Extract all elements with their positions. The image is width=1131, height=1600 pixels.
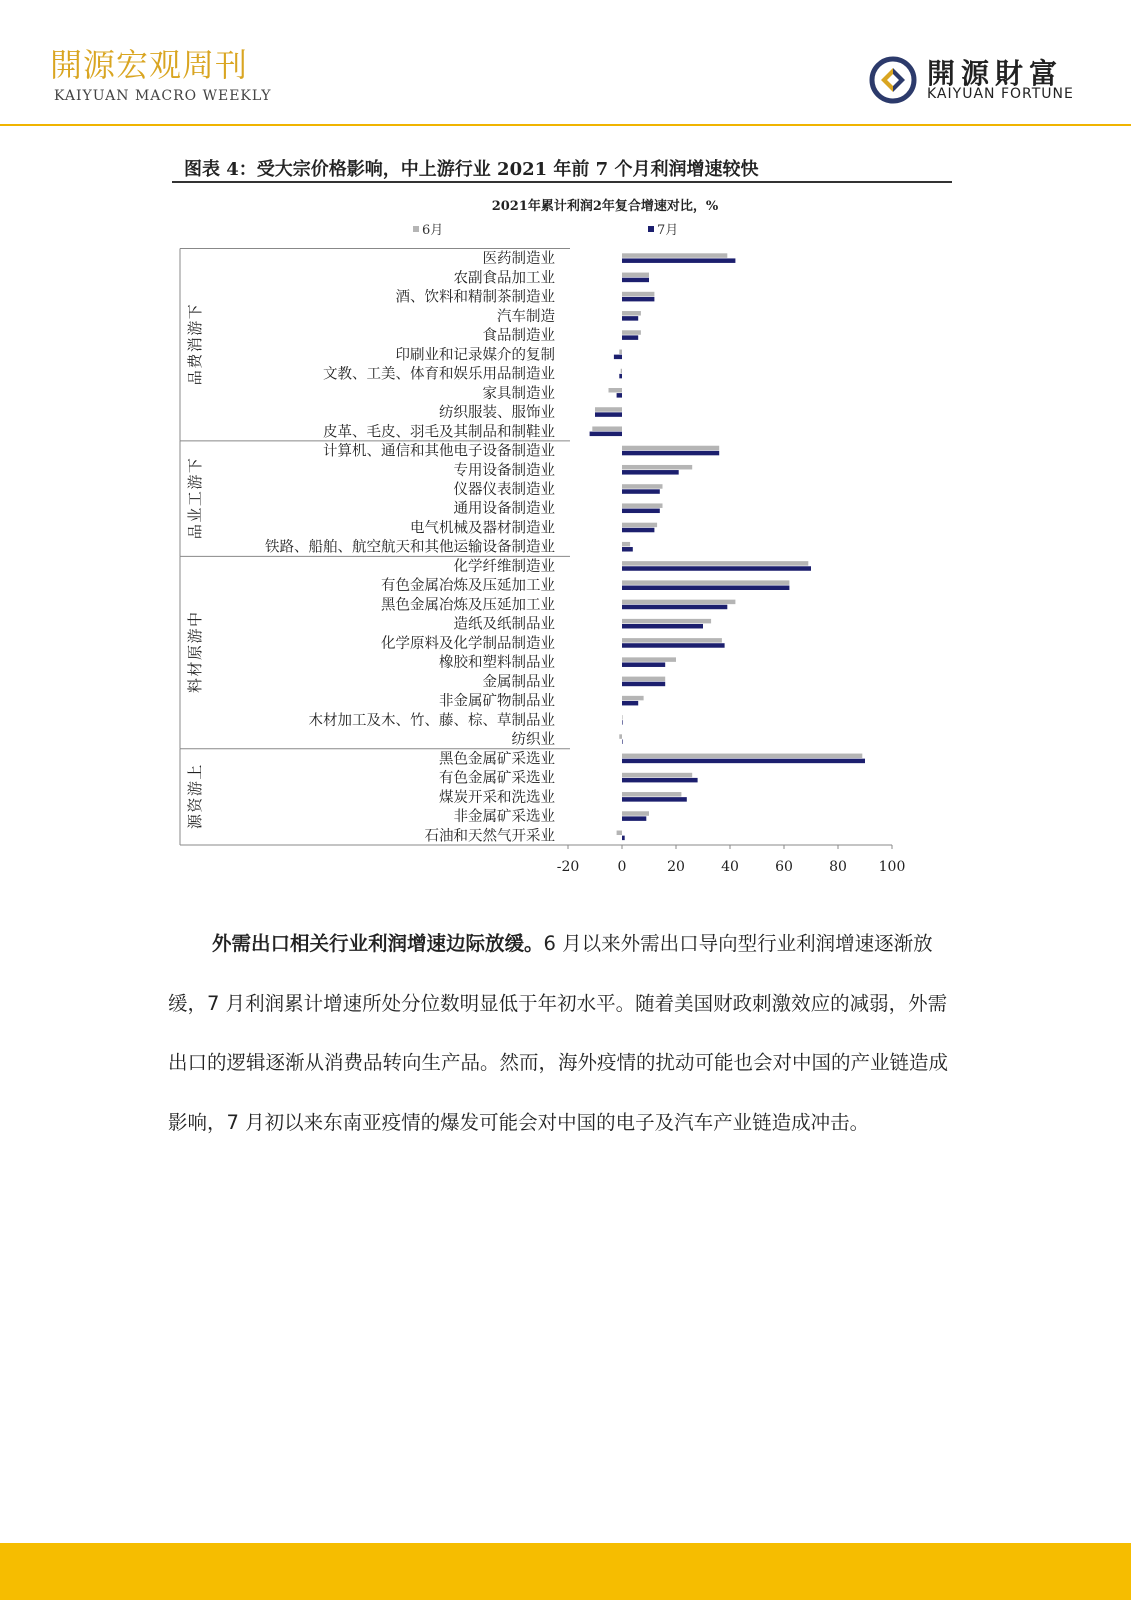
- bar-june: [622, 811, 649, 816]
- bar-july: [614, 355, 622, 360]
- bar-june: [622, 696, 644, 701]
- kaiyuan-logo: [867, 52, 1077, 110]
- bar-june: [619, 350, 622, 355]
- bar-july: [622, 528, 654, 533]
- bar-june: [622, 542, 630, 547]
- bar-july: [622, 605, 727, 610]
- brand-subtitle: KAIYUAN MACRO WEEKLY: [54, 88, 272, 104]
- bar-june: [622, 253, 727, 258]
- legend-swatch-0: [413, 226, 419, 232]
- group-label-char: 游: [186, 320, 204, 336]
- category-label: 有色金属冶炼及压延加工业: [381, 578, 555, 595]
- footer-bar: [0, 1543, 1131, 1600]
- group-label-char: 游: [186, 781, 204, 797]
- bar-june: [622, 638, 722, 643]
- figure-caption: 图表 4：受大宗价格影响，中上游行业 2021 年前 7 个月利润增速较快: [184, 159, 759, 180]
- bar-june: [621, 369, 622, 374]
- bar-june: [619, 734, 622, 739]
- bar-june: [622, 503, 663, 508]
- group-label-char: 材: [186, 661, 204, 677]
- group-label-char: 游: [186, 474, 204, 490]
- bar-july: [622, 489, 660, 494]
- group-label-char: 料: [186, 678, 204, 694]
- bar-july: [622, 701, 638, 706]
- bar-june: [622, 465, 692, 470]
- category-label: 通用设备制造业: [453, 501, 555, 518]
- bar-june: [622, 754, 862, 759]
- category-label: 石油和天然气开采业: [424, 828, 555, 845]
- bar-june: [617, 831, 622, 836]
- category-label: 印刷业和记录媒介的复制: [395, 347, 555, 364]
- category-label: 化学原料及化学制品制造业: [381, 635, 555, 652]
- category-label: 铁路、船舶、航空航天和其他运输设备制造业: [265, 539, 555, 556]
- category-label: 非金属矿物制品业: [439, 693, 555, 710]
- bar-june: [622, 484, 663, 489]
- x-tick-label: 20: [667, 858, 685, 875]
- bar-july: [622, 335, 638, 340]
- category-label: 有色金属矿采选业: [439, 770, 555, 787]
- bar-july: [622, 316, 638, 321]
- bar-july: [622, 470, 679, 475]
- body-paragraph: [168, 914, 958, 1152]
- bar-july: [622, 759, 865, 764]
- category-label: 金属制品业: [482, 674, 555, 691]
- category-label: 文教、工美、体育和娱乐用品制造业: [323, 366, 555, 383]
- bar-june: [622, 446, 719, 451]
- x-tick-label: 100: [878, 858, 906, 875]
- category-label: 木材加工及木、竹、藤、棕、草制品业: [308, 712, 555, 729]
- bar-june: [609, 388, 623, 393]
- bar-july: [622, 836, 625, 841]
- logo-text-cn: 開源財富: [927, 57, 1064, 90]
- x-tick-label: 60: [775, 858, 793, 875]
- chart-layer: [180, 198, 905, 875]
- group-label-char: 工: [186, 491, 204, 507]
- category-label: 化学纤维制造业: [453, 558, 555, 575]
- bar-july: [622, 297, 654, 302]
- x-tick-label: 80: [829, 858, 847, 875]
- bar-july: [622, 739, 623, 744]
- bar-july: [617, 393, 622, 398]
- category-label: 橡胶和塑料制品业: [439, 655, 555, 672]
- bar-june: [622, 273, 649, 278]
- category-label: 农副食品加工业: [453, 270, 555, 287]
- bar-july: [622, 258, 735, 263]
- category-label: 黑色金属矿采选业: [439, 751, 555, 768]
- bar-july: [622, 624, 703, 629]
- category-label: 纺织业: [511, 732, 555, 749]
- bar-june: [622, 773, 692, 778]
- bar-july: [590, 432, 622, 437]
- x-tick-label: 0: [617, 858, 627, 875]
- category-label: 家具制造业: [482, 385, 555, 402]
- bar-july: [622, 682, 665, 687]
- category-label: 仪器仪表制造业: [453, 482, 555, 498]
- bar-july: [622, 720, 623, 725]
- brand-title: 開源宏观周刊: [50, 46, 249, 84]
- group-label-char: 中: [186, 612, 204, 628]
- bar-june: [595, 407, 622, 412]
- bar-july: [622, 643, 725, 648]
- bar-july: [622, 816, 646, 821]
- legend-label-0: 6月: [422, 223, 444, 238]
- bar-july: [622, 547, 633, 552]
- category-label: 造纸及纸制品业: [453, 616, 555, 633]
- bar-july: [622, 662, 665, 667]
- category-label: 电气机械及器材制造业: [410, 520, 555, 537]
- group-label-char: 下: [186, 304, 204, 320]
- bar-july: [622, 451, 719, 456]
- category-label: 纺织服装、服饰业: [439, 405, 555, 422]
- legend-swatch-1: [648, 226, 654, 232]
- group-label-char: 上: [186, 764, 204, 780]
- bar-june: [622, 792, 681, 797]
- category-label: 黑色金属冶炼及压延加工业: [381, 597, 555, 614]
- category-label: 医药制造业: [482, 251, 555, 268]
- logo-text-en: KAIYUAN FORTUNE: [927, 86, 1074, 102]
- kaiyuan-logo-icon: [867, 54, 919, 106]
- chart-title: 2021年累计利润2年复合增速对比，%: [491, 199, 719, 214]
- category-label: 食品制造业: [482, 328, 555, 345]
- paragraph-lead: 外需出口相关行业利润增速边际放缓。: [212, 932, 544, 955]
- group-label-char: 消: [186, 337, 204, 353]
- bar-june: [622, 580, 789, 585]
- bar-june: [622, 657, 676, 662]
- caption-divider: [172, 181, 952, 183]
- category-label: 非金属矿采选业: [453, 809, 555, 826]
- bar-june: [622, 292, 654, 297]
- group-label-char: 源: [186, 814, 204, 830]
- bar-june: [622, 715, 623, 720]
- profit-growth-chart: [0, 185, 1131, 885]
- bar-july: [622, 566, 811, 571]
- legend-label-1: 7月: [657, 223, 679, 238]
- bar-july: [622, 509, 660, 514]
- x-tick-label: -20: [556, 858, 580, 875]
- group-label-char: 品: [186, 370, 204, 386]
- page-header: [0, 0, 1131, 126]
- bar-june: [622, 600, 735, 605]
- bar-july: [622, 797, 687, 802]
- group-label-char: 资: [186, 797, 204, 813]
- category-label: 汽车制造: [497, 308, 555, 325]
- bar-july: [595, 412, 622, 417]
- bar-july: [622, 278, 649, 283]
- bar-june: [622, 561, 808, 566]
- group-label-char: 费: [186, 353, 204, 369]
- bar-july: [622, 778, 698, 783]
- bar-june: [622, 619, 711, 624]
- bar-june: [622, 523, 657, 528]
- bar-june: [622, 330, 641, 335]
- category-label: 专用设备制造业: [453, 462, 555, 479]
- paragraph-text: 6 月以来外需出口导向型行业利润增速逐渐放缓，7 月利润累计增速所处分位数明显低于年初水平。随着美国财政刺激效应的减弱，外需出口的逻辑逐渐从消费品转向生产品。然而，海外疫情的扰动可能也会对中国的产业链造成影响，7 月初以来东南亚疫情的爆发可能会对中国的电子及汽车产业链造成冲击。: [168, 932, 949, 1134]
- bar-june: [622, 311, 641, 316]
- group-label-char: 下: [186, 458, 204, 474]
- category-label: 计算机、通信和其他电子设备制造业: [323, 443, 555, 460]
- bar-june: [622, 677, 665, 682]
- group-label-char: 品: [186, 524, 204, 540]
- group-label-char: 业: [186, 507, 204, 523]
- group-label-char: 游: [186, 628, 204, 644]
- group-label-char: 原: [186, 645, 204, 661]
- bar-july: [622, 586, 789, 591]
- bar-june: [592, 426, 622, 431]
- x-tick-label: 40: [721, 858, 739, 875]
- header-divider: [0, 124, 1131, 126]
- category-label: 煤炭开采和洗选业: [439, 789, 555, 806]
- bar-july: [619, 374, 622, 379]
- category-label: 酒、饮料和精制茶制造业: [395, 289, 555, 306]
- category-label: 皮革、毛皮、羽毛及其制品和制鞋业: [323, 424, 555, 441]
